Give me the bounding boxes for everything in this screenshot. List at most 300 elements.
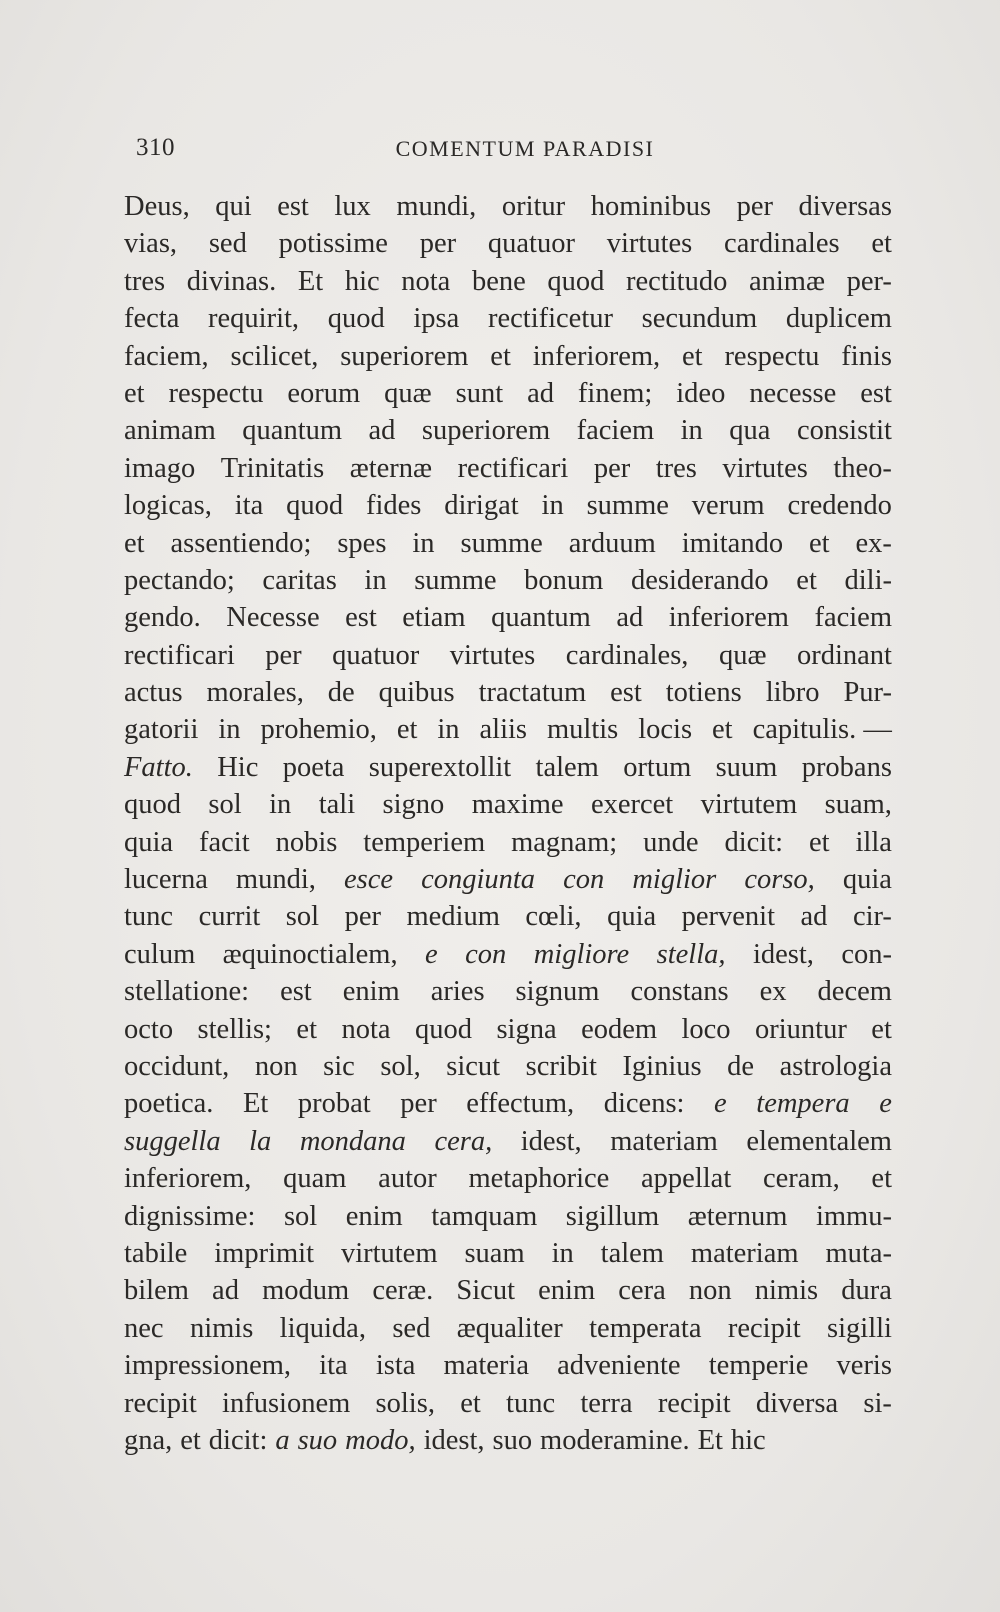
word: gatorii [124,714,199,746]
word: arduum [568,527,656,559]
text-line [124,1272,892,1309]
word: sed [392,1312,431,1344]
word: et [682,340,703,372]
word: actus [124,677,183,709]
word: suggella [124,1125,221,1157]
text-line [124,487,892,524]
word: quod [547,265,605,297]
word: suam, [824,789,892,821]
word: non [688,1275,732,1307]
word: con [465,938,507,970]
word: potissime [278,228,388,260]
word: infusionem [222,1387,351,1419]
word: temperiem [363,826,486,858]
word: oriuntur [755,1013,847,1045]
word: multis [547,714,619,746]
text-line [124,1123,892,1160]
word: et [396,714,418,746]
word: et [871,1013,892,1045]
text-line [124,1160,892,1197]
word: temperie [708,1350,809,1382]
word: superiorem [340,340,469,372]
word: suo [492,1424,533,1456]
word: cera [618,1275,666,1307]
word: eorum [287,377,361,409]
word: summe [586,490,669,522]
text-line [124,1011,892,1048]
word: verum [691,490,765,522]
word: diversa [755,1387,839,1419]
word: virtutes [722,452,808,484]
word: caritas [262,564,337,596]
word: materia [443,1350,529,1382]
word: in [437,714,460,746]
word: impressionem, [124,1350,292,1382]
word: idest, [752,938,814,970]
word: duplicem [785,303,892,335]
word: bonum [524,564,604,596]
word: Hic [217,751,259,783]
word: tractatum [478,677,587,709]
word: dura [841,1275,892,1307]
word: lucerna [124,864,208,896]
word: quantum [491,602,591,634]
word: Pur- [843,677,892,709]
word: sicut [446,1050,501,1082]
word: e [879,1088,892,1120]
word: esce [343,864,393,896]
word: quod [414,1013,472,1045]
word: inferiorem, [124,1163,252,1195]
word: sigillum [565,1200,660,1232]
word: est [345,602,377,634]
word: bene [471,265,526,297]
word: suo [297,1424,338,1456]
word: spes [337,527,387,559]
word: talem [535,751,599,783]
word: tres [124,265,166,297]
word: migliore [533,938,630,970]
word: facit [199,826,250,858]
word: poeta [282,751,345,783]
word: enim [345,1200,403,1232]
word: octo [124,1013,174,1045]
word: decem [817,976,892,1008]
word: tres [655,452,697,484]
word: ortum [623,751,692,783]
word: logicas, [124,490,212,522]
word: corso, [744,864,815,896]
word: aliis [479,714,528,746]
word: quia [842,864,892,896]
word: Trinitatis [220,452,325,484]
word: tempera [756,1088,850,1120]
page-header [136,134,884,174]
word: ad [527,377,554,409]
word: quia [124,826,174,858]
word: constans [630,976,729,1008]
text-line [124,637,892,674]
word: consistit [796,415,892,447]
word: probat [297,1088,371,1120]
word: inferiorem [668,602,789,634]
text-line [124,525,892,562]
word: æternum [687,1200,788,1232]
word: et [871,228,892,260]
word: animæ [748,265,825,297]
word: de [327,677,355,709]
word: hominibus [590,191,712,222]
word: culum [124,938,196,970]
word: enim [538,1275,596,1307]
word: quatuor [487,228,575,260]
word: dicens: [603,1088,685,1120]
word: Iginius [622,1050,702,1082]
word: nimis [189,1312,254,1344]
word: poetica. [124,1088,214,1120]
word: superextollit [368,751,512,783]
word: pervenit [681,901,776,933]
word: æquinoctialem, [222,938,398,970]
word: ex- [855,527,892,559]
word: theo- [833,452,892,484]
word: qua [729,415,771,447]
word: elementalem [746,1125,892,1157]
word: et [490,340,511,372]
word: æternæ [349,452,433,484]
word: et [124,527,145,559]
word: finem; [577,377,653,409]
word: rectificetur [487,303,613,335]
word: Et [243,1088,269,1120]
word: summe [460,527,543,559]
word: animam [124,415,216,447]
word: muta- [825,1237,892,1269]
word: si- [863,1387,892,1419]
word: per [419,228,457,260]
word: currit [198,901,261,933]
word: et [460,1387,481,1419]
word: virtutes [449,639,536,671]
word: ita [319,1350,348,1382]
text-line [124,786,892,823]
word: sol [208,789,242,821]
word: Necesse [226,602,320,634]
word: et [296,1013,317,1045]
word: nimis [754,1275,819,1307]
word: moderamine. [540,1424,690,1456]
text-line [124,1198,892,1235]
word: ad [368,415,396,447]
body-text [124,188,892,1459]
word: nobis [275,826,338,858]
word: nec [124,1312,164,1344]
word: suam [464,1237,525,1269]
word: et [712,714,733,746]
word: quia [607,901,657,933]
text-line [124,674,892,711]
word: vias, [124,228,178,260]
word: e [425,938,438,970]
word: ideo [676,377,726,409]
word: scilicet, [230,340,319,372]
word: et [796,564,817,596]
word: virtutem [700,789,798,821]
word: per [736,191,773,222]
word: respectu [168,377,264,409]
word: per [593,452,631,484]
word: locis [638,714,693,746]
word: dicit: [724,826,784,858]
running-title: COMENTUM PARADISI [395,136,655,161]
word: cir- [852,901,892,933]
text-line [124,973,892,1010]
word: per [265,639,302,671]
word: ad [800,901,828,933]
word: exercet [590,789,674,821]
text-line [124,1347,892,1384]
word: materiam [690,1237,799,1269]
word: qui [215,191,252,222]
word: per [344,901,381,933]
word: superiorem [421,415,551,447]
word: faciem, [124,340,209,372]
word: e [714,1088,727,1120]
word: idest, [423,1424,485,1456]
word: virtutes [606,228,693,260]
word: virtutem [340,1237,438,1269]
word: finis [841,340,892,372]
word: requirit, [208,303,300,335]
word: suum [715,751,778,783]
word: æqualiter [456,1312,563,1344]
word: et [808,826,830,858]
word: immu- [815,1200,892,1232]
word: fecta [124,303,180,335]
text-line [124,861,892,898]
word: signo [382,789,445,821]
word: liquida, [279,1312,366,1344]
text-line [124,1310,892,1347]
word: a [275,1424,290,1456]
word: per [400,1088,437,1120]
word: recipit [124,1387,197,1419]
text-line [124,225,892,262]
word: Et [297,265,324,297]
word: in [541,490,564,522]
word: miglior [632,864,717,896]
word: quod [327,303,385,335]
word: medium [406,901,500,933]
word: necesse [749,377,837,409]
word: tamquam [431,1200,538,1232]
word: fides [365,490,422,522]
text-line [124,263,892,300]
word: in [218,714,241,746]
word: faciem [576,415,655,447]
word: sic [323,1050,355,1082]
word: etiam [402,602,466,634]
word: terra [580,1387,633,1419]
word: divinas. [186,265,277,297]
word: congiunta [421,864,536,896]
word: modo, [345,1424,416,1456]
word: recipit [657,1387,731,1419]
word: hic [730,1424,766,1456]
word: aries [430,976,485,1008]
text-line [124,375,892,412]
word: mundi, [235,864,316,896]
text-line [124,599,892,636]
word: ad [616,602,644,634]
word: tunc [506,1387,556,1419]
word: solis, [375,1387,435,1419]
word: rectificari [124,639,235,671]
word: prohemio, [260,714,377,746]
word: quæ [718,639,767,671]
text-line [124,188,892,225]
word: sed [208,228,247,260]
word: rectificari [457,452,569,484]
word: assentiendo; [170,527,312,559]
word: dirigat [444,490,519,522]
word: Fatto. [124,751,193,783]
word: dicit: [208,1424,268,1456]
word: Sicut [456,1275,515,1307]
word: loco [681,1013,731,1045]
word: est [610,677,642,709]
word: temperata [589,1312,702,1344]
word: tali [318,789,356,821]
word: con- [841,938,892,970]
word: quam [283,1163,347,1195]
word: ceræ. [372,1275,434,1307]
word: quantum [242,415,343,447]
word: rectitudo [626,265,728,297]
word: cardinales [724,228,840,260]
word: est [277,191,309,222]
word: stellatione: [124,976,250,1008]
word: materiam [610,1125,718,1157]
word: hic [344,265,380,297]
word: ordinant [796,639,892,671]
text-line [124,711,892,748]
word: maxime [471,789,564,821]
word: morales, [206,677,304,709]
word: magnam; [511,826,618,858]
word: nota [341,1013,391,1045]
word: Et [697,1424,723,1456]
word: mondana [299,1125,406,1157]
word: et [180,1424,201,1456]
word: est [860,377,892,409]
word: credendo [787,490,892,522]
word: bilem [124,1275,189,1307]
text-line [124,749,892,786]
word: ad [212,1275,239,1307]
word: est [280,976,312,1008]
word: desiderando [630,564,769,596]
text-line [124,1048,892,1085]
word: in [269,789,292,821]
word: quæ [384,377,432,409]
word: sigilli [827,1312,892,1344]
word: in [364,564,387,596]
word: dignissime: [124,1200,256,1232]
word: autor [378,1163,437,1195]
word: veris [836,1350,892,1382]
word: ex [759,976,787,1008]
word: imago [124,452,196,484]
word: libro [765,677,820,709]
word: unde [643,826,699,858]
word: capitulis. — [752,714,892,746]
word: totiens [665,677,742,709]
word: cardinales, [565,639,689,671]
word: astrologia [779,1050,892,1082]
word: ita [234,490,264,522]
word: sol, [380,1050,421,1082]
word: secundum [641,303,758,335]
word: la [249,1125,272,1157]
text-line [124,450,892,487]
word: non [254,1050,298,1082]
word: effectum, [466,1088,575,1120]
word: modum [262,1275,350,1307]
word: oritur [501,191,566,222]
word: per- [846,265,892,297]
word: quod [124,789,181,821]
word: adveniente [557,1350,681,1382]
word: probans [801,751,892,783]
word: respectu [724,340,820,372]
word: gendo. [124,602,201,634]
word: imprimit [214,1237,314,1269]
word: metaphorice [468,1163,610,1195]
word: ipsa [413,303,460,335]
word: enim [342,976,400,1008]
text-line [124,898,892,935]
text-line [124,300,892,337]
word: signum [515,976,600,1008]
page-number: 310 [136,134,175,161]
text-line [124,824,892,861]
text-line [124,338,892,375]
word: idest, [520,1125,582,1157]
word: stella, [656,938,726,970]
word: stellis; [197,1013,272,1045]
word: mundi, [396,191,477,222]
word: recipit [727,1312,801,1344]
word: quatuor [332,639,420,671]
word: sol [283,1200,318,1232]
word: et [809,527,830,559]
word: in [680,415,703,447]
text-line [124,1422,892,1459]
word: et [124,377,145,409]
word: occidunt, [124,1050,230,1082]
word: appellat [641,1163,732,1195]
word: cœli, [525,901,582,933]
word: diversas [798,191,892,222]
word: eodem [581,1013,658,1045]
word: cera, [434,1125,493,1157]
text-line [124,1385,892,1422]
word: tabile [124,1237,188,1269]
word: dili- [844,564,892,596]
word: inferiorem, [532,340,661,372]
word: ista [375,1350,416,1382]
